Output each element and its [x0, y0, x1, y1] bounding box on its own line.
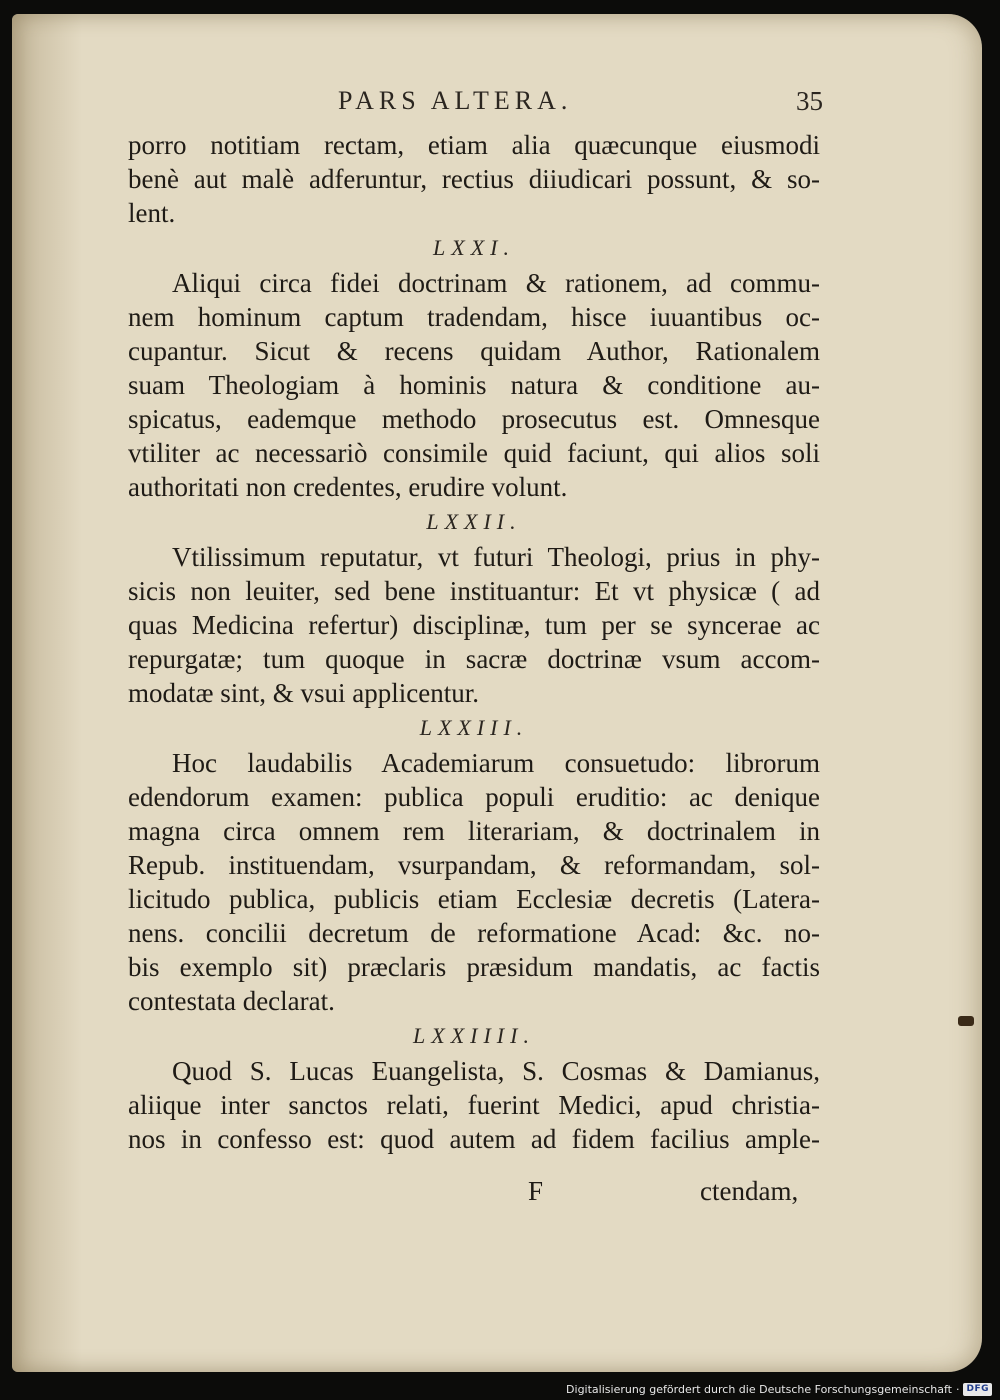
- text-line: bis exemplo sit) præclaris præsidum mandatis, ac factis: [128, 952, 820, 982]
- text-line: Hoc laudabilis Academiarum consuetudo: librorum: [172, 748, 820, 778]
- credit-text: Digitalisierung gefördert durch die Deutsche Forschungsgemeinschaft: [566, 1383, 952, 1396]
- paragraph: [128, 128, 820, 230]
- text-line: spicatus, eademque methodo prosecutus est. Omnesque: [128, 404, 820, 434]
- paragraph: [128, 540, 820, 710]
- text-line: vtiliter ac necessariò consimile quid faciunt, qui alios soli: [128, 438, 820, 468]
- text-line: licitudo publica, publicis etiam Ecclesiæ decretis (Latera-: [128, 884, 820, 914]
- text-line: sicis non leuiter, sed bene instituantur: Et vt physicæ ( ad: [128, 576, 820, 606]
- catchword: ctendam,: [700, 1176, 799, 1206]
- section-number: LXXIII.: [419, 715, 529, 740]
- text-line: edendorum examen: publica populi eruditio: ac denique: [128, 782, 820, 812]
- text-line: suam Theologiam à hominis natura & conditione au-: [128, 370, 820, 400]
- text-line: benè aut malè adferuntur, rectius diiudicari possunt, & so-: [128, 164, 820, 194]
- text-line: authoritati non credentes, erudire volunt.: [128, 472, 568, 502]
- section-number: LXXIIII.: [413, 1023, 535, 1048]
- running-head: PARS ALTERA.: [338, 86, 573, 115]
- bookmark-ribbon-mark: [958, 1016, 974, 1026]
- text-line: contestata declarat.: [128, 986, 335, 1016]
- text-line: magna circa omnem rem literariam, & doctrinalem in: [128, 816, 820, 846]
- page-header: [0, 82, 1000, 122]
- text-line: repurgatæ; tum quoque in sacræ doctrinæ vsum accom-: [128, 644, 820, 674]
- text-line: aliique inter sanctos relati, fuerint Medici, apud christia-: [128, 1090, 820, 1120]
- digitization-credit: Digitalisierung gefördert durch die Deutsche Forschungsgemeinschaft · DFG: [566, 1383, 992, 1396]
- text-line: nens. concilii decretum de reformatione Acad: &c. no-: [128, 918, 820, 948]
- text-line: Vtilissimum reputatur, vt futuri Theologi, prius in phy-: [172, 542, 820, 572]
- paragraph: [128, 1054, 820, 1156]
- text-line: quas Medicina refertur) disciplinæ, tum per se syncerae ac: [128, 610, 820, 640]
- text-line: Quod S. Lucas Euangelista, S. Cosmas & Damianus,: [172, 1056, 820, 1086]
- text-line: cupantur. Sicut & recens quidam Author, Rationalem: [128, 336, 820, 366]
- section-number: LXXII.: [426, 509, 522, 534]
- body-text: [128, 128, 820, 1156]
- text-line: nem hominum captum tradendam, hisce iuuantibus oc-: [128, 302, 820, 332]
- text-line: lent.: [128, 198, 176, 228]
- text-line: nos in confesso est: quod autem ad fidem facilius ample-: [128, 1124, 820, 1154]
- text-line: porro notitiam rectam, etiam alia quæcunque eiusmodi: [128, 130, 820, 160]
- page-number: 35: [796, 86, 823, 116]
- text-line: modatæ sint, & vsui applicentur.: [128, 678, 479, 708]
- paragraph: [128, 746, 820, 1018]
- signature-mark: F: [528, 1176, 544, 1206]
- text-line: Aliqui circa fidei doctrinam & rationem, ad commu-: [172, 268, 820, 298]
- paragraph: [128, 266, 820, 504]
- text-line: Repub. instituendam, vsurpandam, & reformandam, sol-: [128, 850, 820, 880]
- page-footer: [0, 1172, 1000, 1212]
- section-number: LXXI.: [433, 235, 515, 260]
- dfg-logo-icon: DFG: [963, 1383, 992, 1396]
